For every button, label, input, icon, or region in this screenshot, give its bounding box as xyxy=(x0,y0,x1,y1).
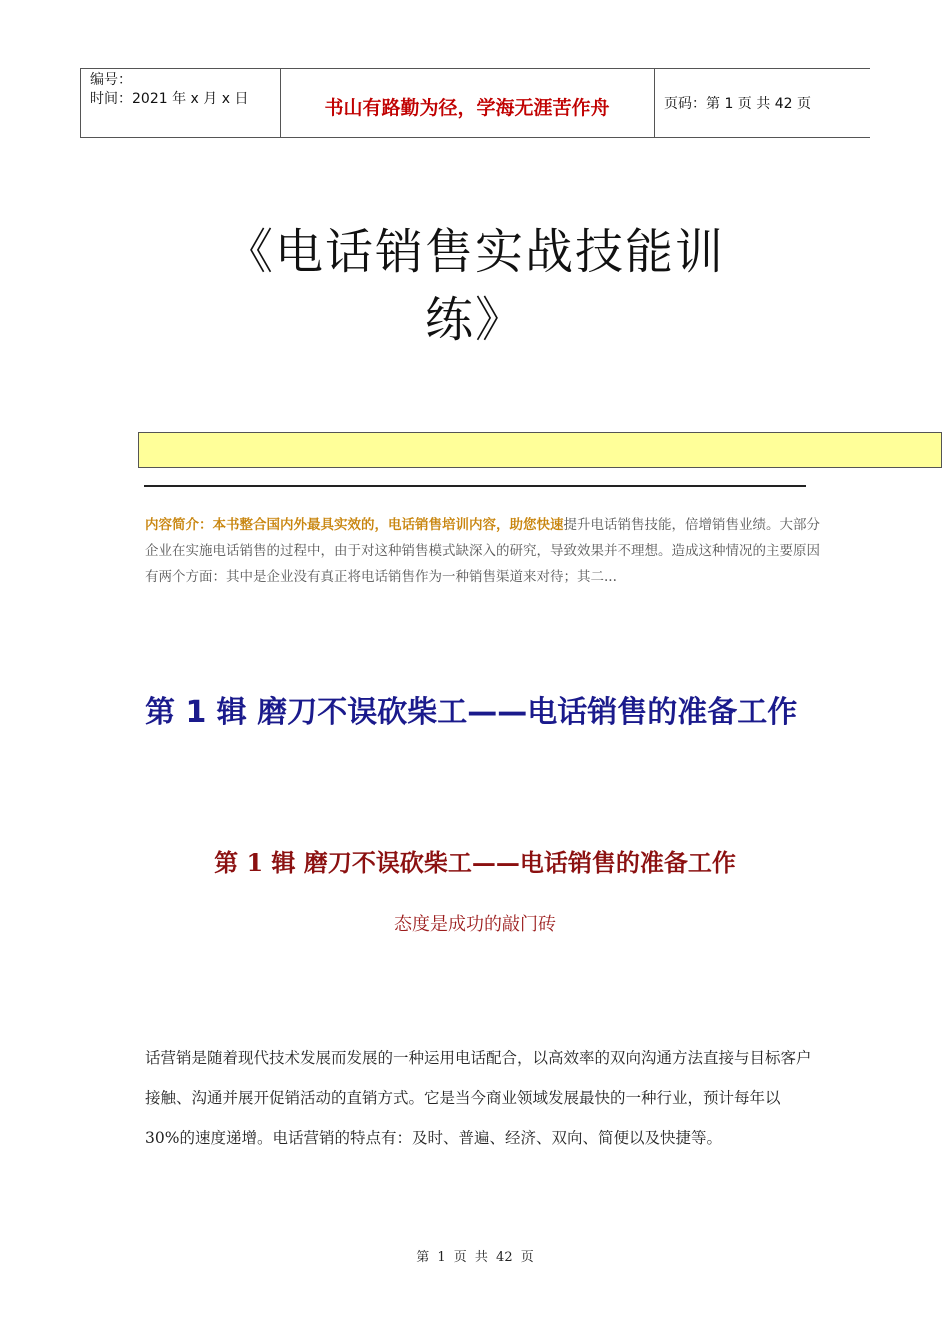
intro-paragraph xyxy=(145,512,825,590)
time-label: 时间：2021 年 x 月 x 日 xyxy=(90,91,249,107)
document-title xyxy=(140,218,810,354)
intro-highlight: 内容简介：本书整合国内外最具实效的，电话销售培训内容，助您快速 xyxy=(145,517,564,533)
header-motto: 书山有路勤为径，学海无涯苦作舟 xyxy=(324,97,610,119)
title-line-1: 《电话销售实战技能训 xyxy=(224,224,725,280)
number-label: 编号： xyxy=(90,72,132,88)
header-divider xyxy=(80,69,81,137)
header-meta xyxy=(90,71,248,109)
header-table xyxy=(80,68,870,138)
section-title: 态度是成功的敲门砖 xyxy=(394,914,556,935)
header-divider xyxy=(654,69,655,137)
horizontal-rule xyxy=(144,485,806,487)
intro-text: 提升电话销售技能，倍增销售业绩。大部分企业在实施电话销售的过程中，由于对这种销售模式缺深入的研究，导致效果并不理想。造成这种情况的主要原因有两个方面：其中是企业没有真正将电话销售作为一种销售渠道来对待；其二... xyxy=(145,517,820,585)
page-footer: 第 1 页 共 42 页 xyxy=(416,1250,534,1265)
header-page-info: 页码：第 1 页 共 42 页 xyxy=(664,96,811,112)
highlight-box xyxy=(138,432,942,468)
chapter-heading-secondary: 第 1 辑 磨刀不误砍柴工——电话销售的准备工作 xyxy=(214,848,736,877)
title-line-2: 练》 xyxy=(424,292,525,348)
chapter-heading: 第 1 辑 磨刀不误砍柴工——电话销售的准备工作 xyxy=(145,695,798,730)
body-paragraph: 话营销是随着现代技术发展而发展的一种运用电话配合，以高效率的双向沟通方法直接与目标客户接触、沟通并展开促销活动的直销方式。它是当今商业领域发展最快的一种行业，预计每年以 30%的速度递增。电话营销的特点有：及时、普遍、经济、双向、简便以及快捷等。 xyxy=(145,1049,812,1147)
